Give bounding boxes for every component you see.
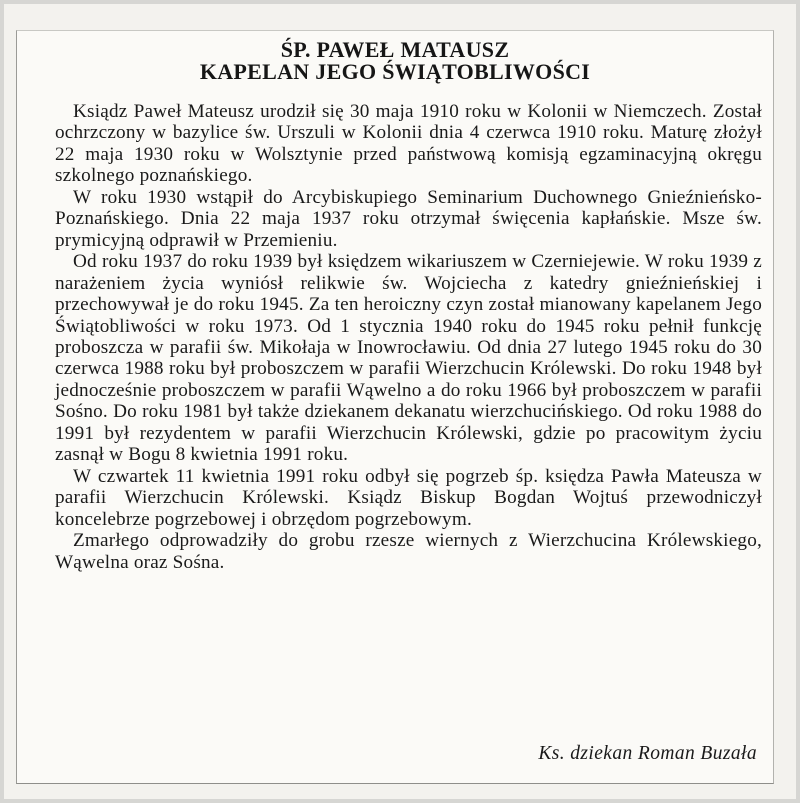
- scanned-page: [4, 4, 796, 799]
- newspaper-clipping: [16, 30, 774, 784]
- article-body: [55, 101, 762, 573]
- paragraph-birth: Ksiądz Paweł Mateusz urodził się 30 maja 1910 roku w Kolonii w Niemczech. Został ochrzczony w bazylice św. Urszuli w Kolonii dnia 4 czerwca 1910 roku. Maturę złożył 22 maja 1930 roku w Wolsztynie przed państwową komisją egzaminacyjną okręgu szkolnego poznańskiego.: [55, 101, 762, 187]
- paragraph-seminary: W roku 1930 wstąpił do Arcybiskupiego Seminarium Duchownego Gnieźnieńsko-Poznańskiego. Dnia 22 maja 1937 roku otrzymał święcenia kapłańskie. Msze św. prymicyjną odprawił w Przemieniu.: [55, 186, 762, 251]
- paragraph-funeral: W czwartek 11 kwietnia 1991 roku odbył się pogrzeb śp. księdza Pawła Mateusza w parafii Wierzchucin Królewski. Ksiądz Biskup Bogdan Wojtuś przewodniczył koncelebrze pogrzebowej i obrzędom pogrzebowym.: [55, 465, 762, 530]
- author-signature: Ks. dziekan Roman Buzała: [538, 743, 757, 764]
- paragraph-mourners: Zmarłego odprowadziły do grobu rzesze wiernych z Wierzchucina Królewskiego, Wąwelna oraz Sośna.: [55, 530, 762, 573]
- paragraph-ministry: Od roku 1937 do roku 1939 był księdzem wikariuszem w Czerniejewie. W roku 1939 z narażeniem życia wyniósł relikwie św. Wojciecha z katedry gnieźnieńskiej i przechowywał je do roku 1945. Za ten heroiczny czyn został mianowany kapelanem Jego Świątobliwości w roku 1973. Od 1 stycznia 1940 roku do 1945 roku pełnił funkcję proboszcza w parafii św. Mikołaja w Inowrocławiu. Od dnia 27 lutego 1945 roku do 30 czerwca 1988 roku był proboszczem w parafii Wierzchucin Królewski. Do roku 1948 był jednocześnie proboszczem w parafii Wąwelno a do roku 1966 był proboszczem w parafii Sośno. Do roku 1981 był także dziekanem dekanatu wierzchucińskiego. Od roku 1988 do 1991 był rezydentem w parafii Wierzchucin Królewski, gdzie po pracowitym życiu zasnął w Bogu 8 kwietnia 1991 roku.: [55, 251, 762, 466]
- article-title-line-2: KAPELAN JEGO ŚWIĄTOBLIWOŚCI: [199, 59, 591, 84]
- article-title-line-1: ŚP. PAWEŁ MATAUSZ: [280, 37, 510, 62]
